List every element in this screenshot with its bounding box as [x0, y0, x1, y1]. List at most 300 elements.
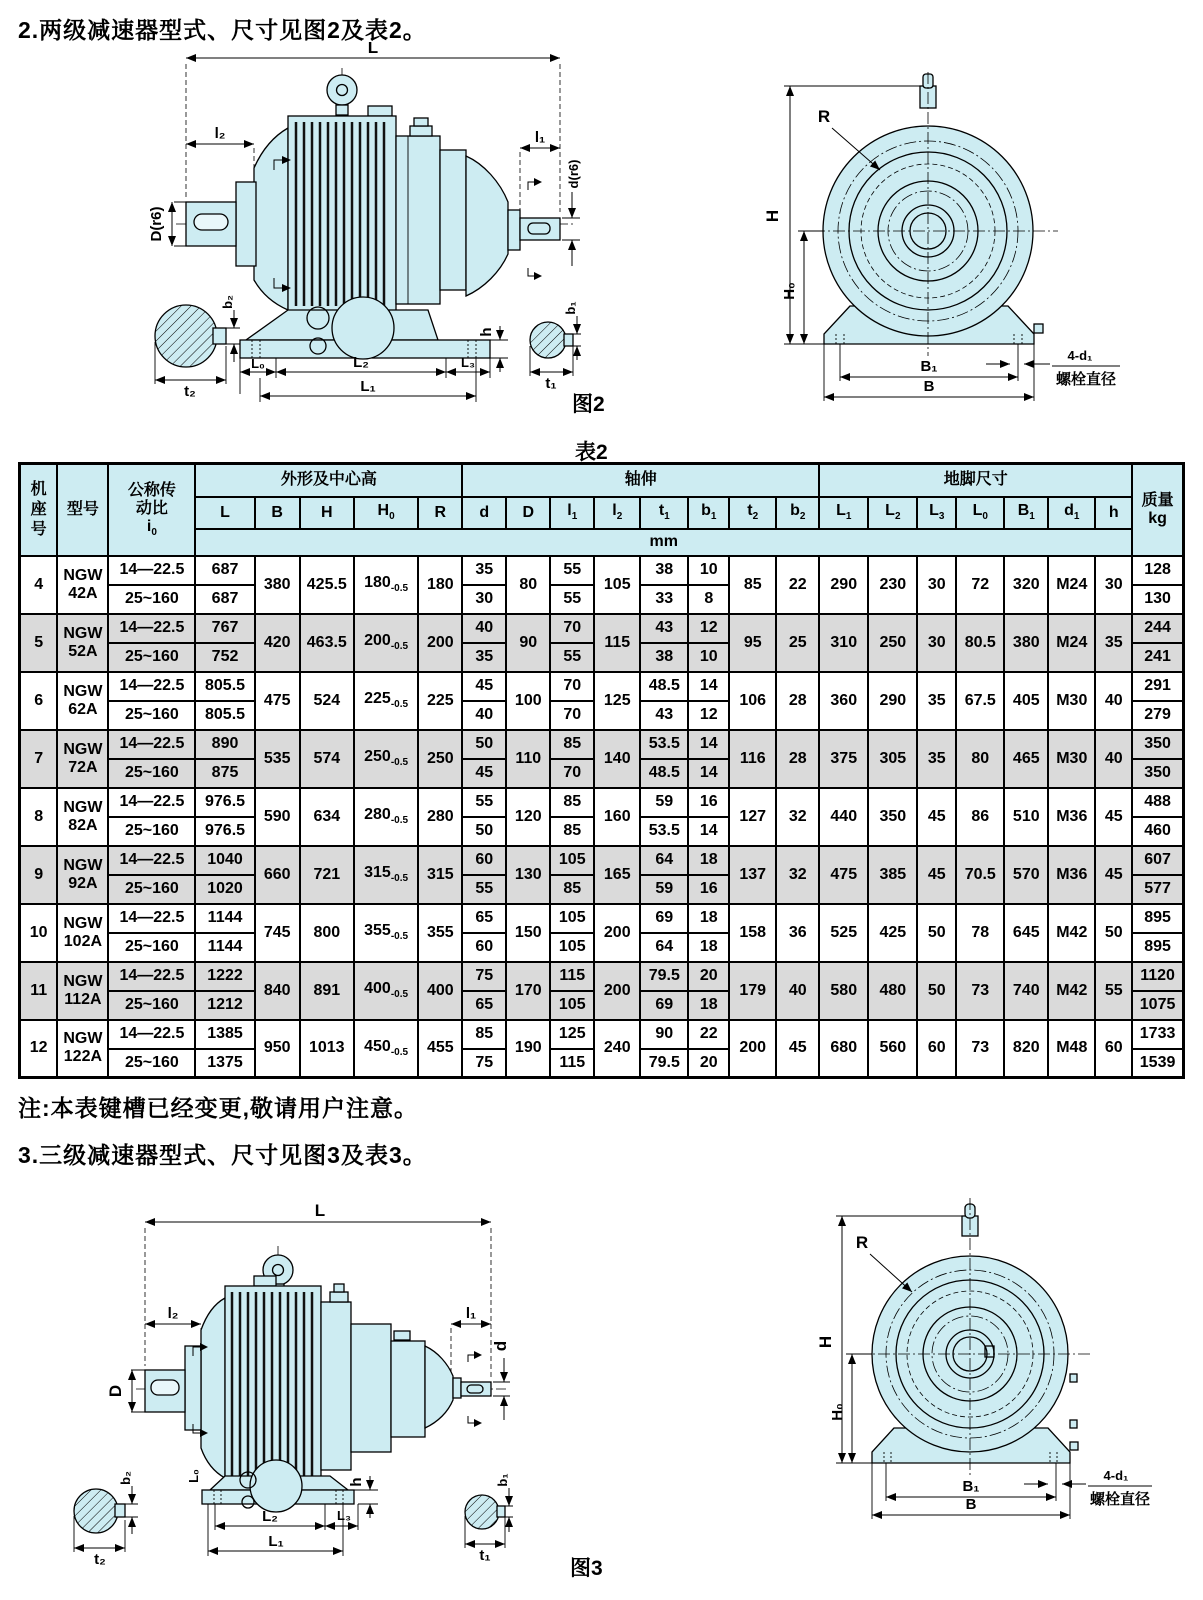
cell-model: NGW 102A [57, 904, 108, 962]
table-cell: 79.5 [640, 962, 688, 991]
table-cell: 465 [1004, 730, 1048, 788]
table-cell: M24 [1048, 556, 1095, 614]
table-cell: 53.5 [640, 730, 688, 759]
table-cell: 105 [550, 904, 594, 933]
header-seat: 机 座 号 [20, 464, 58, 556]
table-cell: M30 [1048, 730, 1095, 788]
cell-model: NGW 52A [57, 614, 108, 672]
table-cell: 570 [1004, 846, 1048, 904]
dim-label: L₁ [268, 1533, 284, 1550]
cell-seat: 6 [20, 672, 58, 730]
dim-label: h [348, 1477, 365, 1487]
fig3-front-drawing [790, 1194, 1200, 1539]
table-cell: 120 [506, 788, 550, 846]
table-cell: 85 [550, 875, 594, 904]
table-cell: 110 [506, 730, 550, 788]
cell-ratio: 14—22.5 [108, 846, 195, 875]
table-cell: 180 [418, 556, 462, 614]
table-cell: 18 [688, 904, 729, 933]
table-cell: 40 [1095, 672, 1132, 730]
table-cell: 38 [640, 556, 688, 585]
fig3-caption: 图3 [570, 1557, 603, 1580]
table-cell: 14 [688, 759, 729, 788]
table-cell: 634 [300, 788, 354, 846]
table-cell: 740 [1004, 962, 1048, 1020]
dim-label: R [855, 1233, 869, 1252]
table-cell: 455 [418, 1020, 462, 1078]
dim-label: L₃ [461, 355, 475, 370]
table-cell: 574 [300, 730, 354, 788]
table-cell: 463.5 [300, 614, 354, 672]
table-cell: 64 [640, 933, 688, 962]
table-cell: 43 [640, 614, 688, 643]
cell-ratio: 14—22.5 [108, 788, 195, 817]
table-cell: 38 [640, 643, 688, 672]
header-col: $t_2$ [729, 497, 776, 529]
reducer-front-body [823, 74, 1043, 344]
table-cell: 360 [819, 672, 868, 730]
header-col: $L_2$ [868, 497, 917, 529]
table-cell: 14 [688, 817, 729, 846]
reducer-front-body [872, 1204, 1078, 1463]
table-cell: 405 [1004, 672, 1048, 730]
table-cell: 86 [956, 788, 1004, 846]
table-cell: 200 [594, 904, 640, 962]
table-cell: 60 [462, 933, 506, 962]
table-cell: 10 [688, 643, 729, 672]
table-cell: 90 [640, 1020, 688, 1049]
table-cell: 45 [917, 788, 956, 846]
table-cell: 79.5 [640, 1049, 688, 1078]
table-cell: 55 [462, 875, 506, 904]
dim-label: L₀ [251, 356, 265, 371]
table-cell: 350 [1132, 759, 1183, 788]
table-cell: 400 [418, 962, 462, 1020]
table-cell: 170 [506, 962, 550, 1020]
table-cell: 20 [688, 1049, 729, 1078]
table-cell: 48.5 [640, 759, 688, 788]
table-cell: M36 [1048, 846, 1095, 904]
table-cell: 70 [550, 701, 594, 730]
dim-label: B [965, 1496, 977, 1513]
table-cell: 976.5 [195, 788, 254, 817]
table-cell: 279 [1132, 701, 1183, 730]
table-cell: 60 [917, 1020, 956, 1078]
table-cell: 895 [1132, 933, 1183, 962]
header-col: $b_2$ [776, 497, 819, 529]
table-cell: 660 [255, 846, 300, 904]
table-cell: 60 [1095, 1020, 1132, 1078]
table-cell: 128 [1132, 556, 1183, 585]
fig2-front-drawing [728, 66, 1178, 411]
table-cell: 250 [418, 730, 462, 788]
table-cell: 385 [868, 846, 917, 904]
table-cell: 425.5 [300, 556, 354, 614]
cell-ratio: 25~160 [108, 817, 195, 846]
table-cell: 891 [300, 962, 354, 1020]
table-cell: $315_{-0.5}$ [354, 846, 418, 904]
table-cell: 1375 [195, 1049, 254, 1078]
table-cell: 310 [819, 614, 868, 672]
dim-label: L₁ [360, 378, 376, 395]
table-cell: 160 [594, 788, 640, 846]
table-cell: 45 [1095, 788, 1132, 846]
table-cell: M36 [1048, 788, 1095, 846]
cell-model: NGW 62A [57, 672, 108, 730]
table-cell: 425 [868, 904, 917, 962]
dim-label: t₁ [479, 1547, 491, 1564]
table-cell: 45 [462, 672, 506, 701]
table-cell: $355_{-0.5}$ [354, 904, 418, 962]
table-cell: 30 [917, 614, 956, 672]
table-note: 注:本表键槽已经变更,敬请用户注意。 [18, 1095, 419, 1121]
table-cell: 28 [776, 672, 819, 730]
table-cell: 230 [868, 556, 917, 614]
table-cell: 350 [868, 788, 917, 846]
dim-label: B₁ [920, 358, 938, 375]
table-cell: 1222 [195, 962, 254, 991]
table-cell: 355 [418, 904, 462, 962]
table-cell: 100 [506, 672, 550, 730]
table-cell: 320 [1004, 556, 1048, 614]
table-cell: 36 [776, 904, 819, 962]
table-cell: 290 [819, 556, 868, 614]
spec-table [18, 462, 1185, 1079]
table-cell: 380 [255, 556, 300, 614]
table-cell: 840 [255, 962, 300, 1020]
table-cell: 28 [776, 730, 819, 788]
table-cell: $180_{-0.5}$ [354, 556, 418, 614]
dim-label: H [816, 1335, 835, 1349]
table-cell: 18 [688, 933, 729, 962]
cell-ratio: 14—22.5 [108, 962, 195, 991]
dim-label: L₃ [337, 1508, 351, 1523]
header-col: $L_3$ [917, 497, 956, 529]
dim-label: L [314, 1201, 326, 1220]
table-cell: 16 [688, 875, 729, 904]
table-cell: 85 [729, 556, 776, 614]
table-cell: 577 [1132, 875, 1183, 904]
table-cell: 48.5 [640, 672, 688, 701]
bolt-qty-label: 4-d₁ [1103, 1468, 1129, 1483]
table-cell: 35 [462, 643, 506, 672]
table-cell: 535 [255, 730, 300, 788]
fig3-side-drawing [58, 1186, 618, 1586]
table-cell: 1013 [300, 1020, 354, 1078]
header-group-2: 地脚尺寸 [819, 464, 1132, 497]
table-cell: 165 [594, 846, 640, 904]
table-cell: 35 [1095, 614, 1132, 672]
table-cell: 10 [688, 556, 729, 585]
table-cell: 976.5 [195, 817, 254, 846]
table-cell: 30 [917, 556, 956, 614]
section3-title: 3.三级减速器型式、尺寸见图3及表3。 [18, 1142, 427, 1168]
table-cell: 895 [1132, 904, 1183, 933]
table-cell: 40 [776, 962, 819, 1020]
dim-label: h [478, 327, 495, 337]
header-group-0: 外形及中心高 [195, 464, 462, 497]
table-cell: 18 [688, 846, 729, 875]
table-cell: 69 [640, 991, 688, 1020]
cell-ratio: 25~160 [108, 701, 195, 730]
table-cell: 125 [550, 1020, 594, 1049]
table-cell: 12 [688, 701, 729, 730]
table-cell: 950 [255, 1020, 300, 1078]
cell-seat: 12 [20, 1020, 58, 1078]
table-cell: 1120 [1132, 962, 1183, 991]
cell-ratio: 14—22.5 [108, 1020, 195, 1049]
header-model: 型号 [57, 464, 108, 556]
table-cell: 440 [819, 788, 868, 846]
header-col: d [462, 497, 506, 529]
table-cell: 475 [255, 672, 300, 730]
table-cell: 225 [418, 672, 462, 730]
table-cell: $225_{-0.5}$ [354, 672, 418, 730]
table-cell: 115 [594, 614, 640, 672]
dim-label: H₀ [781, 282, 798, 300]
cell-seat: 11 [20, 962, 58, 1020]
header-ratio: 公称传 动比 $i_0$ [108, 464, 195, 556]
dim-label: b₂ [118, 1471, 133, 1485]
table-cell: 240 [594, 1020, 640, 1078]
table-cell: 60 [462, 846, 506, 875]
table-cell: 680 [819, 1020, 868, 1078]
table-cell: 35 [917, 672, 956, 730]
table-cell: 80.5 [956, 614, 1004, 672]
table-cell: 50 [462, 817, 506, 846]
header-col: $B_1$ [1004, 497, 1048, 529]
table-cell: 190 [506, 1020, 550, 1078]
dim-label: b₁ [563, 301, 578, 315]
table-cell: 59 [640, 875, 688, 904]
table-cell: 35 [462, 556, 506, 585]
table-cell: 105 [550, 846, 594, 875]
table-cell: 179 [729, 962, 776, 1020]
table-cell: 33 [640, 585, 688, 614]
cell-ratio: 14—22.5 [108, 614, 195, 643]
table-cell: $450_{-0.5}$ [354, 1020, 418, 1078]
table-cell: 525 [819, 904, 868, 962]
dim-label: l₂ [214, 125, 226, 142]
dim-label: t₂ [94, 1551, 106, 1568]
table-cell: 200 [729, 1020, 776, 1078]
table-cell: 130 [506, 846, 550, 904]
dim-label: H [763, 209, 782, 223]
dim-label: L₀ [186, 1469, 201, 1483]
table-cell: 22 [688, 1020, 729, 1049]
header-col: $l_2$ [594, 497, 640, 529]
table-cell: 510 [1004, 788, 1048, 846]
table-cell: 137 [729, 846, 776, 904]
table-cell: 460 [1132, 817, 1183, 846]
table-cell: 18 [688, 991, 729, 1020]
table-cell: M42 [1048, 962, 1095, 1020]
table-cell: 480 [868, 962, 917, 1020]
fig2-side-drawing [128, 42, 583, 410]
dim-label: t₁ [545, 375, 557, 392]
table-cell: 30 [462, 585, 506, 614]
dim-label: l₂ [167, 1305, 179, 1322]
table-cell: 241 [1132, 643, 1183, 672]
table-cell: 14 [688, 672, 729, 701]
cell-ratio: 14—22.5 [108, 730, 195, 759]
table-cell: $400_{-0.5}$ [354, 962, 418, 1020]
table-cell: 150 [506, 904, 550, 962]
table-cell: 820 [1004, 1020, 1048, 1078]
table-cell: 75 [462, 1049, 506, 1078]
bolt-dia-label: 螺栓直径 [1055, 371, 1117, 388]
table-cell: 72 [956, 556, 1004, 614]
dim-label: H₀ [829, 1403, 846, 1421]
cell-model: NGW 82A [57, 788, 108, 846]
dim-label: d(r6) [566, 159, 581, 189]
bolt-dia-label: 螺栓直径 [1089, 1491, 1151, 1508]
table-cell: 35 [917, 730, 956, 788]
table-cell: 12 [688, 614, 729, 643]
table-cell: M30 [1048, 672, 1095, 730]
reducer-side-body [186, 75, 560, 359]
cell-ratio: 14—22.5 [108, 904, 195, 933]
table-cell: 50 [917, 904, 956, 962]
header-mass: 质量 kg [1132, 464, 1183, 556]
fig2-caption: 图2 [572, 393, 605, 416]
table-cell: 40 [462, 614, 506, 643]
header-col: $l_1$ [550, 497, 594, 529]
cell-ratio: 25~160 [108, 1049, 195, 1078]
table-cell: 8 [688, 585, 729, 614]
table-cell: 55 [462, 788, 506, 817]
dim-label: L₂ [353, 354, 369, 371]
table-cell: 200 [418, 614, 462, 672]
cell-model: NGW 72A [57, 730, 108, 788]
dim-label: L₂ [262, 1508, 278, 1525]
header-col: $L_0$ [956, 497, 1004, 529]
table-cell: 90 [506, 614, 550, 672]
table-cell: 875 [195, 759, 254, 788]
table-cell: 1040 [195, 846, 254, 875]
table-cell: 40 [462, 701, 506, 730]
table-cell: 45 [776, 1020, 819, 1078]
table-cell: 73 [956, 1020, 1004, 1078]
header-col: $d_1$ [1048, 497, 1095, 529]
table-cell: 1020 [195, 875, 254, 904]
table-cell: 1385 [195, 1020, 254, 1049]
table-cell: 158 [729, 904, 776, 962]
table-cell: 70.5 [956, 846, 1004, 904]
dim-label: B [923, 378, 935, 395]
cell-model: NGW 122A [57, 1020, 108, 1078]
table-cell: 767 [195, 614, 254, 643]
shaft-section-detail-left [155, 295, 240, 400]
table-cell: 645 [1004, 904, 1048, 962]
dim-label: D [106, 1384, 125, 1398]
dim-label: b₂ [220, 295, 235, 309]
bolt-qty-label: 4-d₁ [1067, 348, 1093, 363]
table-cell: 890 [195, 730, 254, 759]
table-cell: 65 [462, 904, 506, 933]
dim-label: t₂ [184, 383, 196, 400]
table-cell: 95 [729, 614, 776, 672]
table-cell: 40 [1095, 730, 1132, 788]
table-cell: 25 [776, 614, 819, 672]
header-col: L [195, 497, 254, 529]
table-cell: 380 [1004, 614, 1048, 672]
cell-seat: 9 [20, 846, 58, 904]
table-cell: 55 [550, 585, 594, 614]
cell-seat: 10 [20, 904, 58, 962]
table-cell: 50 [1095, 904, 1132, 962]
table-cell: 1733 [1132, 1020, 1183, 1049]
table-cell: 45 [917, 846, 956, 904]
table-cell: 55 [550, 643, 594, 672]
table-cell: 687 [195, 585, 254, 614]
cell-ratio: 25~160 [108, 933, 195, 962]
table-cell: 106 [729, 672, 776, 730]
table-cell: 130 [1132, 585, 1183, 614]
table-cell: 350 [1132, 730, 1183, 759]
table-cell: 305 [868, 730, 917, 788]
table-cell: 78 [956, 904, 1004, 962]
table-cell: 53.5 [640, 817, 688, 846]
table-cell: M42 [1048, 904, 1095, 962]
cell-seat: 7 [20, 730, 58, 788]
table-cell: 80 [506, 556, 550, 614]
shaft-section-detail-left [74, 1471, 138, 1568]
table-cell: 55 [550, 556, 594, 585]
table-cell: 745 [255, 904, 300, 962]
cell-seat: 8 [20, 788, 58, 846]
dim-label: D(r6) [148, 206, 165, 242]
table-cell: 805.5 [195, 701, 254, 730]
table-cell: 291 [1132, 672, 1183, 701]
cell-ratio: 25~160 [108, 759, 195, 788]
cell-ratio: 14—22.5 [108, 556, 195, 585]
cell-seat: 5 [20, 614, 58, 672]
table-cell: 14 [688, 730, 729, 759]
table-cell: 125 [594, 672, 640, 730]
cell-model: NGW 112A [57, 962, 108, 1020]
table-cell: 1212 [195, 991, 254, 1020]
dim-label: l₁ [534, 129, 546, 146]
cell-ratio: 25~160 [108, 643, 195, 672]
table-cell: 1075 [1132, 991, 1183, 1020]
header-col: H [300, 497, 354, 529]
header-col: B [255, 497, 300, 529]
table-cell: 22 [776, 556, 819, 614]
table-cell: M24 [1048, 614, 1095, 672]
table-cell: 32 [776, 846, 819, 904]
dim-label: b₁ [495, 1473, 510, 1487]
header-col: $t_1$ [640, 497, 688, 529]
table-cell: 1144 [195, 933, 254, 962]
table-cell: $280_{-0.5}$ [354, 788, 418, 846]
table-cell: M48 [1048, 1020, 1095, 1078]
table-cell: 85 [550, 788, 594, 817]
table-cell: 20 [688, 962, 729, 991]
header-col: $L_1$ [819, 497, 868, 529]
table-cell: 116 [729, 730, 776, 788]
cell-ratio: 25~160 [108, 991, 195, 1020]
table-cell: 488 [1132, 788, 1183, 817]
table-cell: 105 [550, 991, 594, 1020]
table-cell: 687 [195, 556, 254, 585]
cell-model: NGW 92A [57, 846, 108, 904]
table-cell: 800 [300, 904, 354, 962]
table-cell: 70 [550, 672, 594, 701]
table-cell: 85 [550, 730, 594, 759]
table-cell: 67.5 [956, 672, 1004, 730]
header-unit: mm [195, 529, 1132, 556]
